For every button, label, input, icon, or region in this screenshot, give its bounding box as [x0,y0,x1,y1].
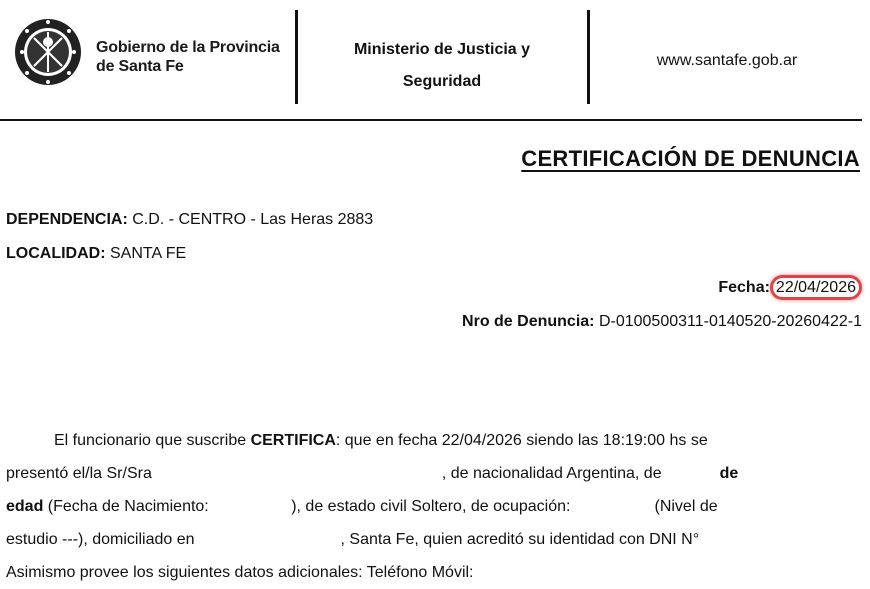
fecha-label: Fecha: [718,279,770,296]
redacted-age [662,469,720,479]
paragraph-line [6,523,860,556]
header-divider [587,10,590,104]
paragraph-line [6,490,860,523]
paragraph-line [6,556,860,589]
paragraph-text: de [719,465,739,482]
nro-denuncia-value: D-0100500311-0140520-20260422-1 [598,313,862,330]
paragraph-text: : que en fecha 22/04/2026 siendo las 18:19:00 hs se [335,432,708,449]
paragraph-text: El funcionario que suscribe [54,432,251,449]
government-line-2: de Santa Fe [96,58,184,75]
paragraph-text: Asimismo provee los siguientes datos adicionales: Teléfono Móvil: [6,564,474,581]
government-name [96,38,280,76]
header-rule [0,119,862,121]
ministry-name [300,34,584,98]
localidad-field [6,245,186,263]
dependencia-value: C.D. - CENTRO - Las Heras 2883 [132,211,374,228]
paragraph-text: edad [6,498,44,515]
redacted-address [195,535,341,545]
nro-denuncia-field [462,313,862,331]
fecha-field [718,279,862,297]
paragraph-text: , de nacionalidad Argentina, de [441,465,662,482]
header-divider [295,10,298,104]
paragraph-line [6,457,860,490]
nro-denuncia-label: Nro de Denuncia: [462,313,595,330]
redacted-dni [699,535,779,545]
dependencia-label: DEPENDENCIA: [6,211,128,228]
document-header [0,0,870,122]
certification-paragraph [6,424,860,589]
paragraph-text: estudio ---), domiciliado en [6,531,195,548]
fecha-value: 22/04/2026 [770,275,862,300]
dependencia-field [6,211,373,229]
localidad-label: LOCALIDAD: [6,245,106,262]
redacted-occupation [570,502,654,512]
localidad-value: SANTA FE [110,245,187,262]
government-line-1: Gobierno de la Provincia [96,39,280,56]
santa-fe-coat-of-arms-icon [10,14,86,90]
ministry-line-1: Ministerio de Justicia y [353,41,531,58]
certifica-keyword: CERTIFICA [250,432,336,449]
paragraph-text: (Nivel de [654,498,718,515]
document-title: CERTIFICACIÓN DE DENUNCIA [521,146,860,171]
paragraph-text: , Santa Fe, quien acreditó su identidad con DNI N° [340,531,700,548]
redacted-name [152,469,442,479]
paragraph-text: (Fecha de Nacimiento: [43,498,214,515]
paragraph-line [6,424,860,457]
redacted-phone [474,568,594,578]
paragraph-text: ), de estado civil Soltero, de ocupación: [291,498,571,515]
website-url: www.santafe.gob.ar [656,52,798,69]
ministry-line-2: Seguridad [402,73,482,90]
paragraph-text: presentó el/la Sr/Sra [6,465,152,482]
redacted-birthdate [213,502,291,512]
